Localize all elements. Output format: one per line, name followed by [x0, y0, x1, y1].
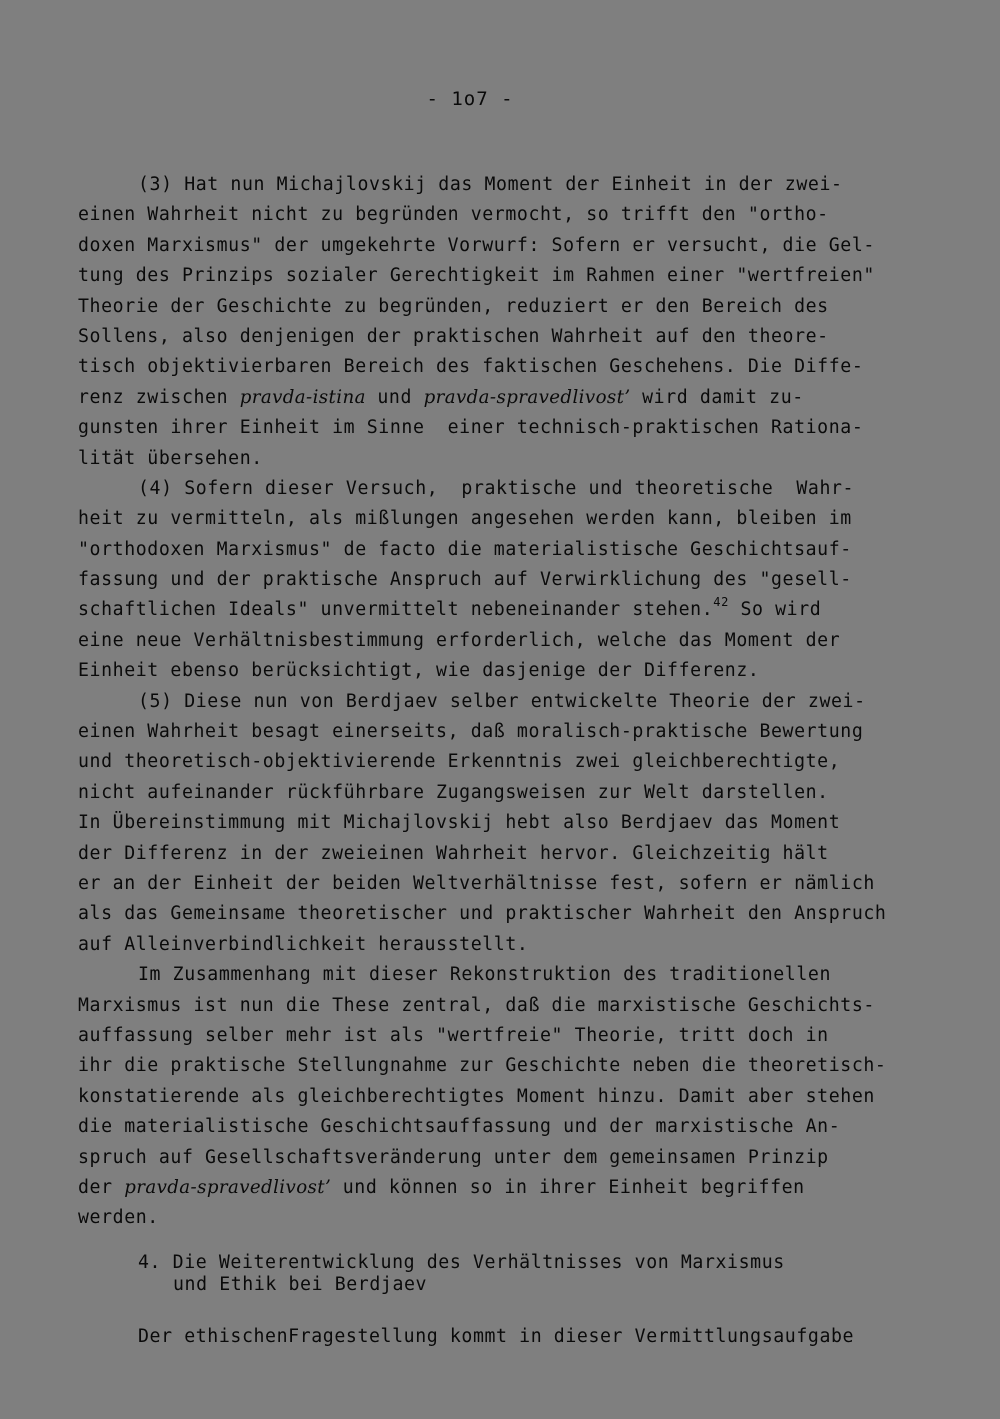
paragraph-line-mixed [78, 383, 928, 413]
text-run: schaftlichen Ideals" unvermittelt nebeneinander stehen. [78, 599, 714, 621]
paragraph-6 [78, 960, 928, 1234]
paragraph-line: und theoretisch-objektivierende Erkenntnis zwei gleichberechtigte, [78, 751, 841, 773]
paragraph-line: Im Zusammenhang mit dieser Rekonstruktion des traditionellen [138, 964, 831, 986]
paragraph-line: spruch auf Gesellschaftsveränderung unter dem gemeinsamen Prinzip [78, 1146, 829, 1168]
paragraph-line-mixed [78, 1173, 928, 1203]
paragraph-line: eine neue Verhältnisbestimmung erforderlich, welche das Moment der [78, 629, 841, 651]
section-heading-line: und Ethik bei Berdjaev [173, 1273, 428, 1295]
paragraph-line: die materialistische Geschichtsauffassung und der marxistische An- [78, 1116, 841, 1138]
paragraph-line: Sollens, also denjenigen der praktischen Wahrheit auf den theore- [78, 325, 829, 347]
paragraph-line: fassung und der praktische Anspruch auf Verwirklichung des "gesell- [78, 569, 852, 591]
text-run: und können so in ihrer Einheit begriffen [331, 1176, 805, 1198]
paragraph-line: nicht aufeinander rückführbare Zugangsweisen zur Welt darstellen. [78, 781, 829, 803]
section-heading-line: 4. Die Weiterentwicklung des Verhältnisses von Marxismus [138, 1251, 785, 1273]
body-text [78, 170, 928, 1352]
text-run: und [365, 386, 424, 408]
paragraph-line: als das Gemeinsame theoretischer und praktischer Wahrheit den Anspruch [78, 903, 887, 925]
paragraph-line: werden. [78, 1207, 159, 1229]
paragraph-line: konstatierende als gleichberechtigtes Moment hinzu. Damit aber stehen [78, 1085, 875, 1107]
paragraph-line: (5) Diese nun von Berdjaev selber entwickelte Theorie der zwei- [138, 690, 866, 712]
footnote-reference: 42 [713, 595, 729, 610]
text-run: wird damit zu- [630, 386, 804, 408]
italic-term: pravda-istina [239, 386, 366, 408]
paragraph-line: Marxismus ist nun die These zentral, daß die marxistische Geschichts- [78, 994, 875, 1016]
paragraph-line: er an der Einheit der beiden Weltverhältnisse fest, sofern er nämlich [78, 872, 875, 894]
paragraph-line: gunsten ihrer Einheit im Sinne einer technisch-praktischen Rationa- [78, 417, 864, 439]
paragraph-line: In Übereinstimmung mit Michajlovskij hebt also Berdjaev das Moment [78, 812, 841, 834]
text-run: renz zwischen [78, 386, 240, 408]
paragraph-4 [78, 474, 928, 687]
closing-line: Der ethischenFragestellung kommt in dieser Vermittlungsaufgabe [138, 1325, 855, 1347]
paragraph-line: heit zu vermitteln, als mißlungen angesehen werden kann, bleiben im [78, 508, 852, 530]
paragraph-line: Theorie der Geschichte zu begründen, reduziert er den Bereich des [78, 295, 829, 317]
paragraph-line: tisch objektivierbaren Bereich des faktischen Geschehens. Die Diffe- [78, 356, 864, 378]
paragraph-line: (3) Hat nun Michajlovskij das Moment der Einheit in der zwei- [138, 174, 843, 195]
paragraph-3 [78, 170, 928, 474]
page-number: - 1o7 - [426, 88, 514, 110]
paragraph-line: tung des Prinzips sozialer Gerechtigkeit im Rahmen einer "wertfreien" [78, 265, 875, 287]
paragraph-line: einen Wahrheit nicht zu begründen vermocht, so trifft den "ortho- [78, 204, 829, 226]
paragraph-line: doxen Marxismus" der umgekehrte Vorwurf: Sofern er versucht, die Gel- [78, 234, 875, 256]
text-run: der [78, 1176, 125, 1198]
paragraph-line: auffassung selber mehr ist als "wertfreie" Theorie, tritt doch in [78, 1024, 829, 1046]
paragraph-line: lität übersehen. [78, 447, 263, 469]
italic-term: pravda-spravedlivost’ [423, 386, 631, 408]
section-heading [78, 1252, 928, 1296]
paragraph-line-mixed [78, 595, 928, 625]
paragraph-line: Einheit ebenso berücksichtigt, wie dasjenige der Differenz. [78, 660, 760, 682]
paragraph-line: der Differenz in der zweieinen Wahrheit hervor. Gleichzeitig hält [78, 842, 829, 864]
paragraph-line: (4) Sofern dieser Versuch, praktische und theoretische Wahr- [138, 477, 855, 499]
italic-term: pravda-spravedlivost’ [124, 1176, 332, 1198]
paragraph-line: auf Alleinverbindlichkeit herausstellt. [78, 933, 529, 955]
paragraph-line: einen Wahrheit besagt einerseits, daß moralisch-praktische Bewertung [78, 721, 864, 743]
text-run: So wird [728, 599, 822, 621]
paragraph-5 [78, 687, 928, 961]
paragraph-line: ihr die praktische Stellungnahme zur Geschichte neben die theoretisch- [78, 1055, 887, 1077]
paragraph-line: "orthodoxen Marxismus" de facto die materialistische Geschichtsauf- [78, 538, 852, 560]
